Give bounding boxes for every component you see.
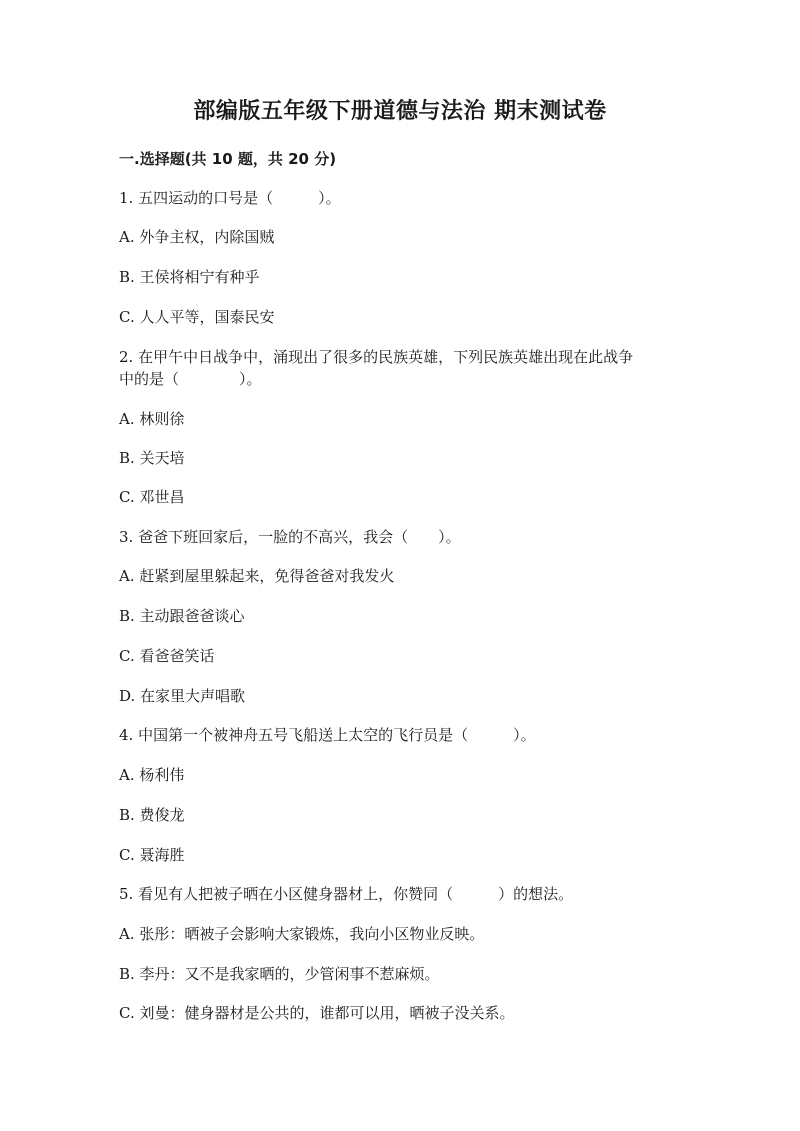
question-1-option-c: C. 人人平等，国泰民安 (119, 308, 275, 326)
question-2-option-b: B. 关天培 (119, 449, 185, 467)
question-1-option-b: B. 王侯将相宁有种乎 (119, 268, 260, 286)
question-2-option-a: A. 林则徐 (119, 410, 185, 428)
question-2-stem-line-1: 2. 在甲午中日战争中，涌现出了很多的民族英雄，下列民族英雄出现在此战争 (119, 348, 634, 366)
question-1-stem: 1. 五四运动的口号是（ ）。 (119, 189, 341, 207)
question-4-option-a: A. 杨利伟 (119, 766, 185, 784)
question-3-option-a: A. 赶紧到屋里躲起来，免得爸爸对我发火 (119, 567, 395, 585)
question-3-option-c: C. 看爸爸笑话 (119, 647, 215, 665)
question-3-option-d: D. 在家里大声唱歌 (119, 687, 246, 705)
question-2-option-c: C. 邓世昌 (119, 488, 185, 506)
question-1-option-a: A. 外争主权，内除国贼 (119, 228, 275, 246)
question-2-stem-line-2: 中的是（ ）。 (119, 370, 262, 388)
question-4-stem: 4. 中国第一个被神舟五号飞船送上太空的飞行员是（ ）。 (119, 726, 536, 744)
question-5-option-c: C. 刘曼：健身器材是公共的，谁都可以用，晒被子没关系。 (119, 1004, 515, 1022)
question-5-option-a: A. 张彤：晒被子会影响大家锻炼，我向小区物业反映。 (119, 925, 485, 943)
question-4-option-b: B. 费俊龙 (119, 806, 185, 824)
question-3-option-b: B. 主动跟爸爸谈心 (119, 607, 245, 625)
question-3-stem: 3. 爸爸下班回家后，一脸的不高兴，我会（ ）。 (119, 528, 461, 546)
section-heading: 一.选择题(共 10 题，共 20 分) (119, 150, 337, 168)
question-4-option-c: C. 聂海胜 (119, 846, 185, 864)
page-title: 部编版五年级下册道德与法治 期末测试卷 (193, 99, 607, 124)
question-5-option-b: B. 李丹：又不是我家晒的，少管闲事不惹麻烦。 (119, 965, 440, 983)
question-5-stem: 5. 看见有人把被子晒在小区健身器材上，你赞同（ ）的想法。 (119, 885, 574, 903)
